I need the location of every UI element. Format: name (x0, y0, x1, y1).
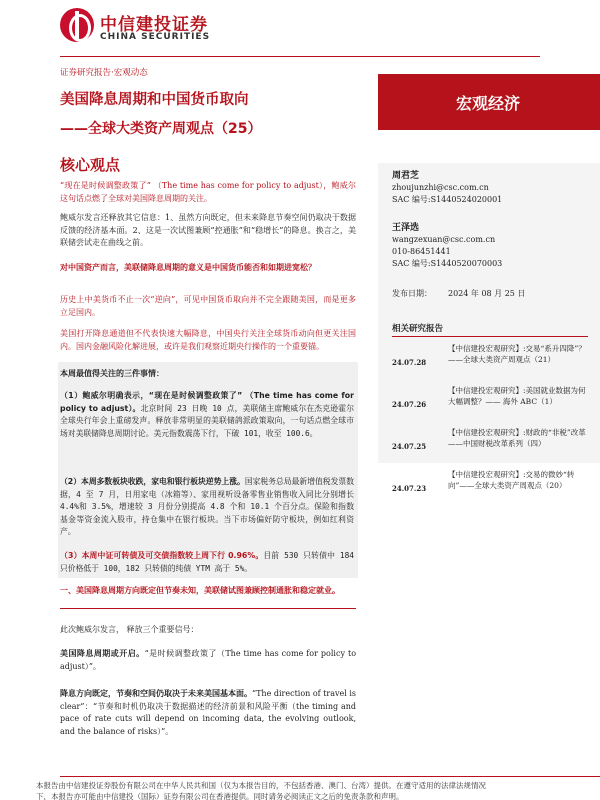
related-report-title[interactable]: 【中信建投宏观研究】:交易“系升四降”？ ——全球大类资产周观点（21） (448, 344, 586, 364)
signal-2-body: “The direction of travel is clear”：“节奏和时机仍取决于数据描述的经济前景和风险平衡（the timing and pace of rate cuts will depend on incoming data, the evolving outlook, and the balance of risks）”。 (60, 689, 357, 736)
highlight-item-2-lead: （2）本周多数板块收跌，家电和银行板块逆势上涨。 (60, 477, 245, 486)
highlight-item-1-body: 北京时间 23 日晚 10 点，美联储主席鲍威尔在杰克逊霍尔全球央行年会上重磅发声。释放非常明显的美联储鸽派政策取向，一句话点燃全球市场对美联储降息周期讨论。美元指数震荡下行，下破 101，收至 100.6。 (60, 403, 354, 438)
signal-1-lead: 美国降息周期或开启。 (60, 649, 145, 658)
page-subtitle: ——全球大类资产周观点（25） (60, 121, 262, 137)
page-title: 美国降息周期和中国货币取向 (60, 92, 249, 108)
core-paragraph-1: “现在是时候调整政策了” （The time has come for policy to adjust），鲍威尔这句话点燃了全球对美国降息周期的关注。 (60, 181, 356, 203)
core-paragraph-4: 历史上中美货币不止一次“逆向”，可见中国货币取向并不完全跟随美国，而是更多立足国内。 (60, 295, 356, 317)
publish-date-label: 发布日期： (392, 289, 432, 298)
section-one-intro: 此次鲍威尔发言， 释放三个重要信号： (60, 625, 199, 634)
highlight-item-2-body: 国家税务总局最新增值税发票数据，4 至 7 月，日用家电（冰箱等）、家用视听设备零售业销售收入同比分别增长 4.4%和 3.5%，增速较 3 月份分别提高 4.8 个和 10.1 个百分点。保险和指数基金等资金流入股市，持仓集中在银行板块。当下市场偏好防守板块，例如红利资产。 (60, 477, 354, 536)
footer-line-1: 本报告由中信建投证券股份有限公司在中华人民共和国（仅为本报告目的，不包括香港、澳门、台湾）提供。在遵守适用的法律法规情况 (36, 781, 486, 790)
logo-en-text: CHINA SECURITIES (100, 32, 211, 42)
publish-date-value: 2024 年 08 月 25 日 (448, 289, 526, 298)
core-paragraph-3: 对中国资产而言，美联储降息周期的意义是中国货币能否和如期进宽松？ (60, 263, 316, 272)
publish-date (392, 288, 525, 299)
author-name: 周君芝 (392, 171, 420, 181)
section-one-heading: 一、美国降息周期方向既定但节奏未知，美联储试图兼顾控制通胀和稳定就业。 (60, 586, 340, 595)
highlight-item-3 (60, 550, 354, 575)
core-heading: 核心观点 (60, 156, 121, 174)
core-paragraph-2: 鲍威尔发言还释放其它信息：1、虽然方向既定，但未来降息节奏空间仍取决于数据反馈的经济基本面。2、这是一次试图兼顾“控通胀”和“稳增长”的降息。换言之，美联储尝试走在曲线之前。 (60, 213, 356, 247)
related-report-date: 24.07.28 (392, 358, 427, 367)
highlight-item-3-lead: （3）本周中证可转债及可交债指数较上周下行 0.96%。 (60, 551, 264, 560)
section-one-divider (60, 608, 356, 609)
related-report-date: 24.07.23 (392, 484, 427, 493)
related-report-title[interactable]: 【中信建投宏观研究】:交易的微妙“转向”——全球大类资产周观点（20） (448, 470, 575, 490)
highlights-title: 本周最值得关注的三件事情： (60, 369, 164, 378)
related-report-item[interactable] (392, 344, 588, 386)
author-phone: 010-86451441 (392, 247, 451, 256)
brand-logo (60, 6, 240, 50)
signal-1-body: “是时候调整政策了（The time has come for policy to adjust）”。 (60, 649, 357, 671)
category-badge: 宏观经济 (378, 74, 600, 130)
highlight-item-2 (60, 476, 354, 539)
signal-2 (60, 688, 356, 738)
related-divider (392, 336, 588, 337)
related-reports-title: 相关研究报告 (392, 324, 444, 334)
author-card-2 (392, 222, 502, 270)
highlight-item-1-lead: （1）鲍威尔明确表示，“现在是时候调整政策了” （The time has come for policy to adjust）。 (60, 391, 354, 413)
author-sac: SAC 编号:S1440524020001 (392, 195, 503, 204)
related-report-item[interactable] (392, 428, 588, 470)
breadcrumb: 证券研究报告·宏观动态 (60, 68, 148, 78)
related-report-title[interactable]: 【中信建投宏观研究】:财政的“非税”改革——中国财税改革系列（四） (448, 428, 586, 448)
highlight-item-1 (60, 390, 354, 440)
core-paragraph-5: 美国打开降息通道但不代表快速大幅降息，中国央行关注全球货币动向但更关注国内。国内金融风险化解进展，或许是我们观察近期央行操作的一个重要锚。 (60, 329, 356, 351)
signal-1 (60, 648, 356, 673)
related-report-date: 24.07.25 (392, 442, 427, 451)
related-report-item[interactable] (392, 386, 588, 428)
related-report-date: 24.07.26 (392, 400, 427, 409)
logo-icon (60, 8, 94, 42)
author-email[interactable]: zhoujunzhi@csc.com.cn (392, 183, 489, 192)
author-email[interactable]: wangzexuan@csc.com.cn (392, 235, 496, 244)
author-sac: SAC 编号:S1440520070003 (392, 259, 503, 268)
author-card-1 (392, 170, 502, 206)
related-report-item[interactable] (392, 470, 588, 512)
related-report-title[interactable]: 【中信建投宏观研究】:美国就业数据为何大幅调整？—— 海外 ABC（1） (448, 386, 586, 406)
signal-2-lead: 降息方向既定，节奏和空间仍取决于未来美国基本面。 (60, 689, 252, 698)
author-name: 王泽选 (392, 223, 420, 233)
header-divider (60, 56, 540, 57)
logo-cn-text: 中信建投证券 (100, 15, 208, 35)
footer-line-2: 下，本报告亦可能由中信建投（国际）证券有限公司在香港提供。同时请务必阅读正文之后的免责条款和声明。 (36, 792, 404, 800)
footer-divider (60, 776, 600, 777)
footer-disclaimer (36, 780, 600, 800)
highlight-item-3-body: 目前 530 只转债中 184 只价格低于 100，182 只转债的纯债 YTM 高于 5%。 (60, 551, 355, 573)
